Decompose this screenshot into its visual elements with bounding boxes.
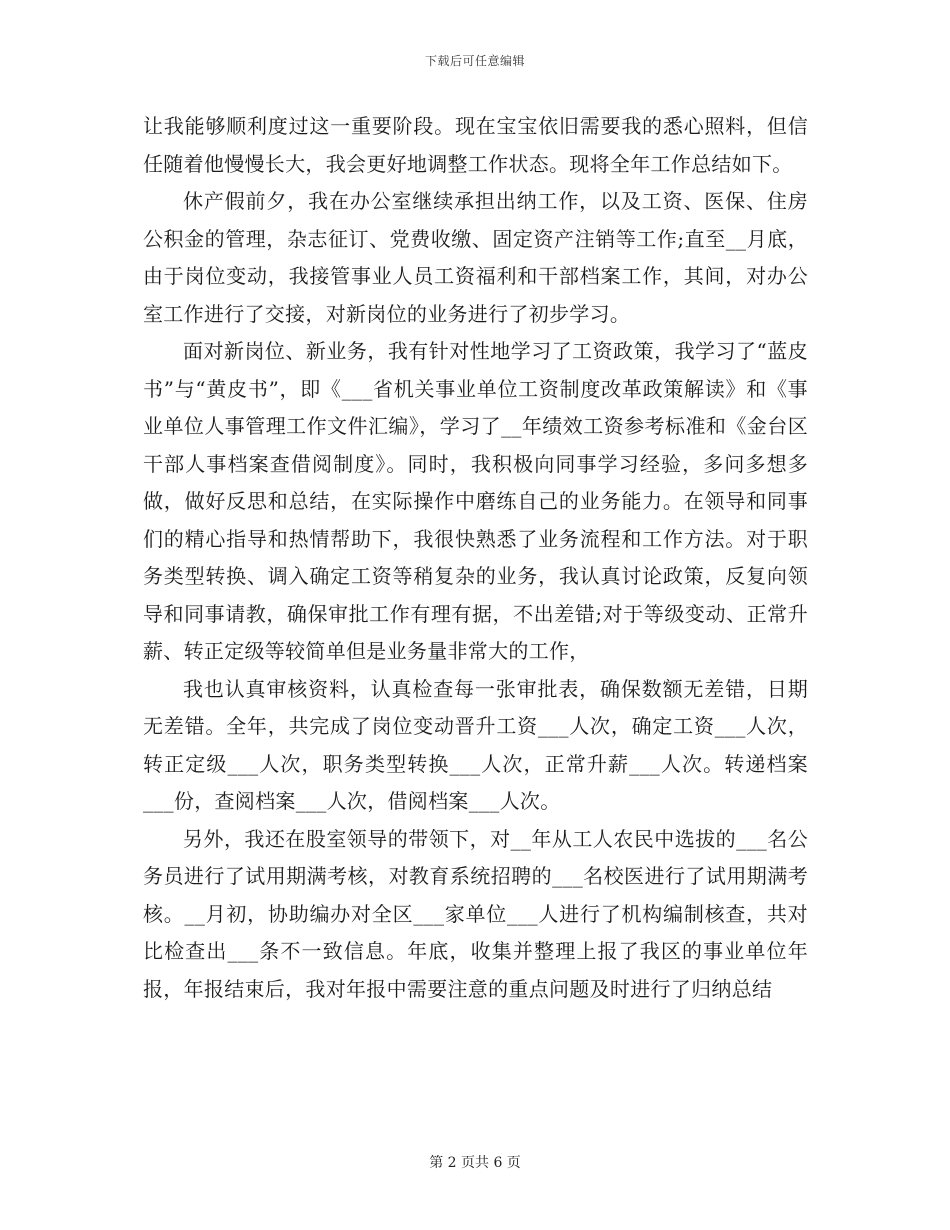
page-header: 下载后可任意编辑 <box>424 54 525 68</box>
paragraph-5: 另外，我还在股室领导的带领下，对__年从工人农民中选拔的___名公务员进行了试用期满考核，对教育系统招聘的___名校医进行了试用期满考核。__月初，协助编办对全区___家单位___人进行了机构编制核查，共对比检查出___条不一致信息。年底，收集并整理上报了我区的事业单位年报，年报结束后，我对年报中需要注意的重点问题及时进行了归纳总结 <box>143 826 808 1001</box>
document-body <box>143 108 808 1008</box>
paragraph-3: 面对新岗位、新业务，我有针对性地学习了工资政策，我学习了“蓝皮书”与“黄皮书”，即《___省机关事业单位工资制度改革政策解读》和《事业单位人事管理工作文件汇编》，学习了__年绩效工资参考标准和《金台区干部人事档案查借阅制度》。同时，我积极向同事学习经验，多问多想多做，做好反思和总结，在实际操作中磨练自己的业务能力。在领导和同事们的精心指导和热情帮助下，我很快熟悉了业务流程和工作方法。对于职务类型转换、调入确定工资等稍复杂的业务，我认真讨论政策，反复向领导和同事请教，确保审批工作有理有据，不出差错;对于等级变动、正常升薪、转正定级等较简单但是业务量非常大的工作， <box>143 339 808 663</box>
page-footer: 第 2 页共 6 页 <box>429 1155 521 1171</box>
paragraph-4: 我也认真审核资料，认真检查每一张审批表，确保数额无差错，日期无差错。全年，共完成了岗位变动晋升工资___人次，确定工资___人次，转正定级___人次，职务类型转换___人次，正常升薪___人次。转递档案___份，查阅档案___人次，借阅档案___人次。 <box>143 676 808 813</box>
paragraph-1: 让我能够顺利度过这一重要阶段。现在宝宝依旧需要我的悉心照料，但信任随着他慢慢长大，我会更好地调整工作状态。现将全年工作总结如下。 <box>143 114 808 176</box>
paragraph-2: 休产假前夕，我在办公室继续承担出纳工作，以及工资、医保、住房公积金的管理，杂志征订、党费收缴、固定资产注销等工作;直至__月底，由于岗位变动，我接管事业人员工资福利和干部档案工作，其间，对办公室工作进行了交接，对新岗位的业务进行了初步学习。 <box>143 189 808 326</box>
